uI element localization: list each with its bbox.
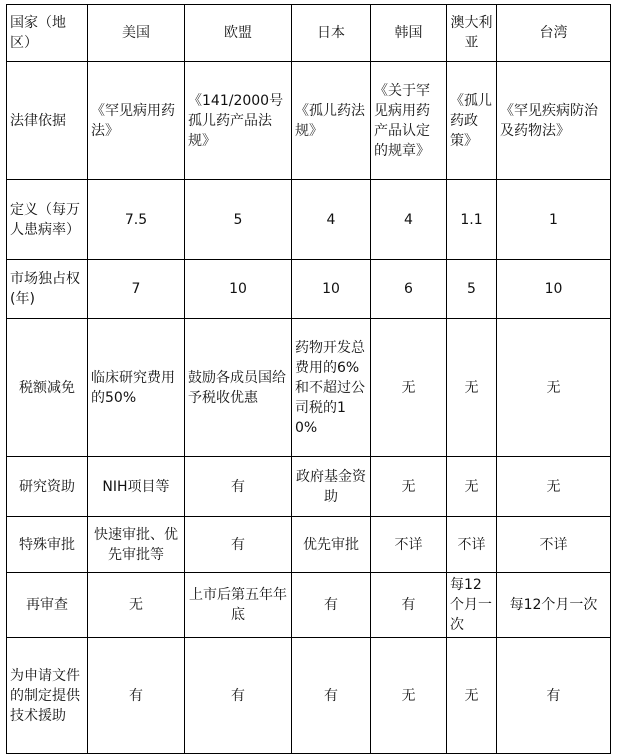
header-country-au: 澳大利亚 <box>447 5 497 62</box>
table-cell: 有 <box>497 638 611 754</box>
table-row <box>7 457 611 517</box>
table-cell: 有 <box>185 457 292 517</box>
table-cell: 无 <box>88 573 185 638</box>
row-label: 市场独占权(年) <box>7 260 88 319</box>
table-cell: 无 <box>371 457 447 517</box>
table-cell: 4 <box>371 180 447 260</box>
table-cell: 上市后第五年年底 <box>185 573 292 638</box>
table-cell: 无 <box>371 319 447 457</box>
table-cell: 7 <box>88 260 185 319</box>
row-label: 为申请文件的制定提供技术援助 <box>7 638 88 754</box>
table-cell: 有 <box>185 517 292 573</box>
table-row <box>7 638 611 754</box>
table-cell: 6 <box>371 260 447 319</box>
table-cell: 《孤儿药法规》 <box>292 62 371 180</box>
row-label: 特殊审批 <box>7 517 88 573</box>
table-cell: 1.1 <box>447 180 497 260</box>
table-cell: 有 <box>292 638 371 754</box>
table-cell: 不详 <box>497 517 611 573</box>
header-country-eu: 欧盟 <box>185 5 292 62</box>
table-cell: 快速审批、优先审批等 <box>88 517 185 573</box>
table-row <box>7 180 611 260</box>
header-country-kr: 韩国 <box>371 5 447 62</box>
table-cell: 药物开发总费用的6%和不超过公司税的10% <box>292 319 371 457</box>
table-cell: 有 <box>292 573 371 638</box>
table-cell: 有 <box>88 638 185 754</box>
row-label: 再审查 <box>7 573 88 638</box>
table-cell: 有 <box>185 638 292 754</box>
table-row <box>7 62 611 180</box>
table-cell: 《孤儿药政策》 <box>447 62 497 180</box>
header-country-tw: 台湾 <box>497 5 611 62</box>
header-row <box>7 5 611 62</box>
table-cell: 每12个月一次 <box>447 573 497 638</box>
table-cell: 5 <box>447 260 497 319</box>
orphan-drug-policy-table <box>6 4 611 754</box>
table-cell: 10 <box>292 260 371 319</box>
table-row <box>7 260 611 319</box>
table-cell: 无 <box>497 319 611 457</box>
table-row <box>7 319 611 457</box>
header-label: 国家（地区） <box>7 5 88 62</box>
table-cell: 不详 <box>447 517 497 573</box>
row-label: 法律依据 <box>7 62 88 180</box>
table-cell: 不详 <box>371 517 447 573</box>
table-cell: 无 <box>371 638 447 754</box>
table-cell: 10 <box>185 260 292 319</box>
row-label: 税额减免 <box>7 319 88 457</box>
table-cell: 临床研究费用的50% <box>88 319 185 457</box>
row-label: 研究资助 <box>7 457 88 517</box>
table-cell: 政府基金资助 <box>292 457 371 517</box>
table-row <box>7 573 611 638</box>
table-cell: NIH项目等 <box>88 457 185 517</box>
table-cell: 《罕见病用药法》 <box>88 62 185 180</box>
table-cell: 无 <box>447 457 497 517</box>
table-cell: 7.5 <box>88 180 185 260</box>
header-country-jp: 日本 <box>292 5 371 62</box>
table-cell: 4 <box>292 180 371 260</box>
table-cell: 10 <box>497 260 611 319</box>
table-cell: 《关于罕见病用药产品认定的规章》 <box>371 62 447 180</box>
table-cell: 有 <box>371 573 447 638</box>
table-cell: 5 <box>185 180 292 260</box>
header-country-us: 美国 <box>88 5 185 62</box>
table-cell: 《罕见疾病防治及药物法》 <box>497 62 611 180</box>
table-cell: 无 <box>447 638 497 754</box>
table-cell: 优先审批 <box>292 517 371 573</box>
table-cell: 鼓励各成员国给予税收优惠 <box>185 319 292 457</box>
table-cell: 无 <box>447 319 497 457</box>
row-label: 定义（每万人患病率） <box>7 180 88 260</box>
table-row <box>7 517 611 573</box>
table-cell: 无 <box>497 457 611 517</box>
table-cell: 1 <box>497 180 611 260</box>
table-cell: 《141/2000号孤儿药产品法规》 <box>185 62 292 180</box>
table-cell: 每12个月一次 <box>497 573 611 638</box>
